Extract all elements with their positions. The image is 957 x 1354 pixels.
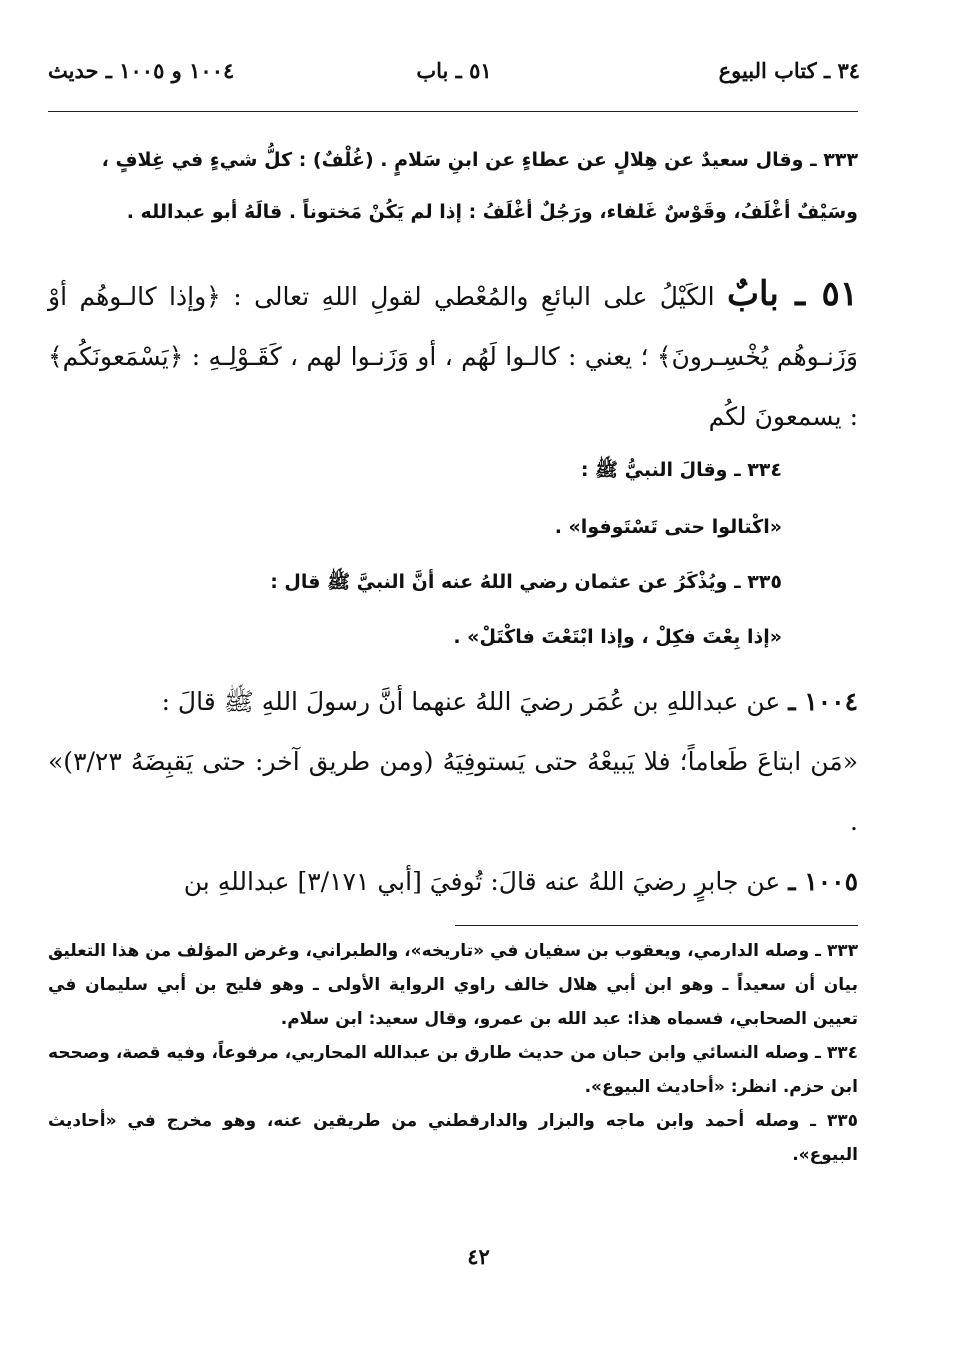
hadith-1004-quote: «مَن ابتاعَ طَعاماً؛ فلا يَبيعْهُ حتى يَستوفِيَهُ (ومن طريق آخر: حتى يَقبِضَهُ ٣/٢٣)» . [48,747,858,836]
paragraph-333-line1: ٣٣٣ ـ وقال سعيدٌ عن هِلالٍ عن عطاءٍ عن ابنِ سَلامٍ . (غُلْفٌ) : كلُّ شيءٍ في غِلافٍ ، [101,149,858,171]
hadith-1004-text: عن عبداللهِ بن عُمَر رضيَ اللهُ عنهما أنَّ رسولَ اللهِ ﷺ قالَ : [161,687,781,716]
header-divider [48,111,858,112]
hadith-1005 [48,852,858,912]
hadith-1005-number: ١٠٠٥ ـ [788,867,858,896]
footnotes [48,934,858,1172]
narration-334-intro: ٣٣٤ ـ وقالَ النبيُّ ﷺ : [580,459,782,481]
header-chapter: ٥١ ـ باب [416,58,492,83]
chapter-title-text: الكَيْلُ على البائعِ والمُعْطي لقولِ اللهِ تعالى : ﴿وإذا كالـوهُم أوْ وَزَنـوهُم يُخْسِـرونَ﴾ ؛ يعني : كالـوا لَهُم ، أو وَزَنـوا لهم ، كَقَـوْلِـهِ : ﴿يَسْمَعونَكُم﴾ : يسمعونَ لكُم [48,282,858,431]
narration-335-intro: ٣٣٥ ـ ويُذْكَرُ عن عثمان رضي اللهُ عنه أنَّ النبيَّ ﷺ قال : [270,571,782,593]
narration-335-quote: «إذا بِعْتَ فكِلْ ، وإذا ابْتَعْتَ فاكْتَلْ» . [453,626,782,648]
hadith-1005-text: عن جابرٍ رضيَ اللهُ عنه قالَ: تُوفيَ [أبي ٣/١٧١] عبداللهِ بن [183,867,781,896]
footnote-335: ٣٣٥ ـ وصله أحمد وابن ماجه والبزار والدارقطني من طريقين عنه، وهو مخرج في «أحاديث البيوع». [48,1111,858,1165]
page-number: ٤٢ [467,1244,490,1269]
chapter-heading: ٥١ ـ بابٌ [727,274,858,314]
footnote-333: ٣٣٣ ـ وصله الدارمي، ويعقوب بن سفيان في «تاريخه»، والطبراني، وغرض المؤلف من هذا التعليق بيان أن سعيداً ـ وهو ابن أبي هلال خالف راوي الرواية الأولى ـ وهو فليح بن أبي سليمان في تعيين الصحابي، فسماه هذا: عبد الله بن عمرو، وقال سعيد: ابن سلام. [48,941,858,1029]
hadith-1004-number: ١٠٠٤ ـ [788,687,858,716]
footnote-divider [455,925,858,926]
chapter-51-block [48,264,858,447]
paragraph-333 [48,134,858,238]
hadith-1004 [48,672,858,732]
running-header [48,58,860,98]
narration-334-quote: «اكْتالوا حتى تَسْتَوفوا» . [554,516,782,538]
paragraph-333-line2: وسَيْفٌ أغْلَفُ، وقَوْسٌ غَلفاء، ورَجُلٌ أغْلَفُ : إذا لم يَكُنْ مَختوناً . قالَهُ أبو عبدالله . [126,201,858,223]
footnote-334: ٣٣٤ ـ وصله النسائي وابن حبان من حديث طارق بن عبدالله المحاربي، مرفوعاً، وفيه قصة، وصححه ابن حزم. انظر: «أحاديث البيوع». [48,1043,858,1097]
header-hadith-range: ١٠٠٤ و ١٠٠٥ ـ حديث [48,58,235,83]
header-book-title: ٣٤ ـ كتاب البيوع [718,58,860,83]
